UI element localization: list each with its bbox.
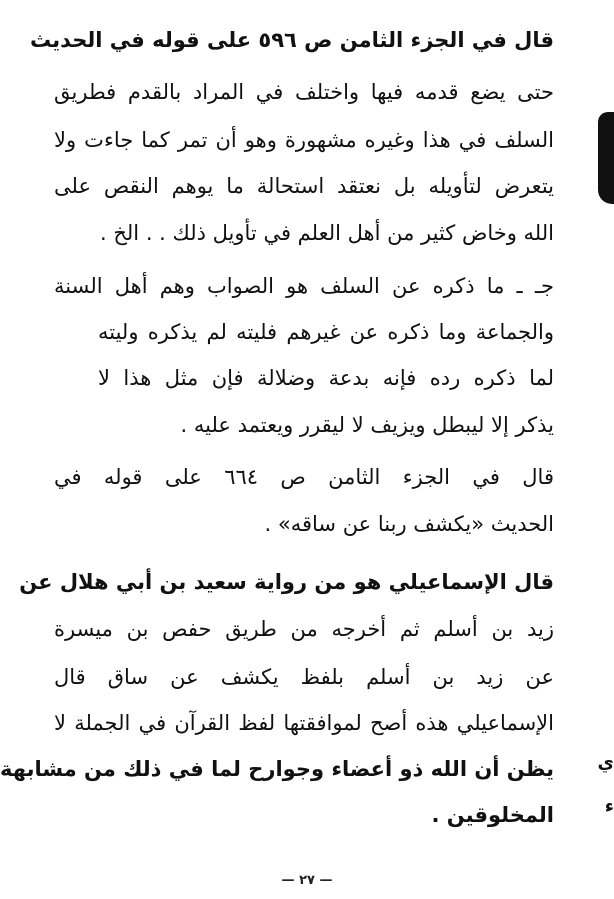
paragraph-4-line-4: الإسماعيلي هذه أصح لموافقتها لفظ القرآن في الجملة لا <box>54 711 554 735</box>
margin-glyph-1: ي <box>597 752 614 773</box>
paragraph-4-line-2: زيد بن أسلم ثم أخرجه من طريق حفص بن ميسرة <box>54 617 554 641</box>
page-number: — ٢٧ — <box>281 873 333 888</box>
paragraph-4-line-5: يظن أن الله ذو أعضاء وجوارح لما في ذلك من مشابهة <box>0 757 554 781</box>
paragraph-1-line-2: حتى يضع قدمه فيها واختلف في المراد بالقدم فطريق <box>54 80 554 104</box>
paragraph-1-line-4: يتعرض لتأويله بل نعتقد استحالة ما يوهم النقص على <box>54 174 554 198</box>
paragraph-2-line-2: والجماعة وما ذكره عن غيرهم فليته لم يذكره وليته <box>98 320 554 344</box>
paragraph-1-line-3: السلف في هذا وغيره مشهورة وهو أن تمر كما جاءت ولا <box>54 128 554 152</box>
paragraph-1-line-5: الله وخاض كثير من أهل العلم في تأويل ذلك . . الخ . <box>100 221 554 245</box>
margin-glyph-2: ء <box>604 796 614 817</box>
paragraph-1-line-1: قال في الجزء الثامن ص ٥٩٦ على قوله في الحديث <box>30 28 554 52</box>
paragraph-3-line-1: قال في الجزء الثامن ص ٦٦٤ على قوله في <box>54 465 554 489</box>
page-edge-mark <box>598 112 614 204</box>
paragraph-2-line-4: يذكر إلا ليبطل ويزيف لا ليقرر ويعتمد عليه . <box>180 413 554 437</box>
paragraph-4-line-6: المخلوقين . <box>431 803 554 827</box>
paragraph-3-line-2: الحديث «يكشف ربنا عن ساقه» . <box>264 512 554 536</box>
paragraph-2-line-1: جـ ـ ما ذكره عن السلف هو الصواب وهم أهل السنة <box>54 274 554 298</box>
paragraph-4-line-1: قال الإسماعيلي هو من رواية سعيد بن أبي هلال عن <box>19 570 554 594</box>
paragraph-4-line-3: عن زيد بن أسلم بلفظ يكشف عن ساق قال <box>54 665 554 689</box>
paragraph-2-line-3: لما ذكره رده فإنه بدعة وضلالة فإن مثل هذا لا <box>98 366 554 390</box>
